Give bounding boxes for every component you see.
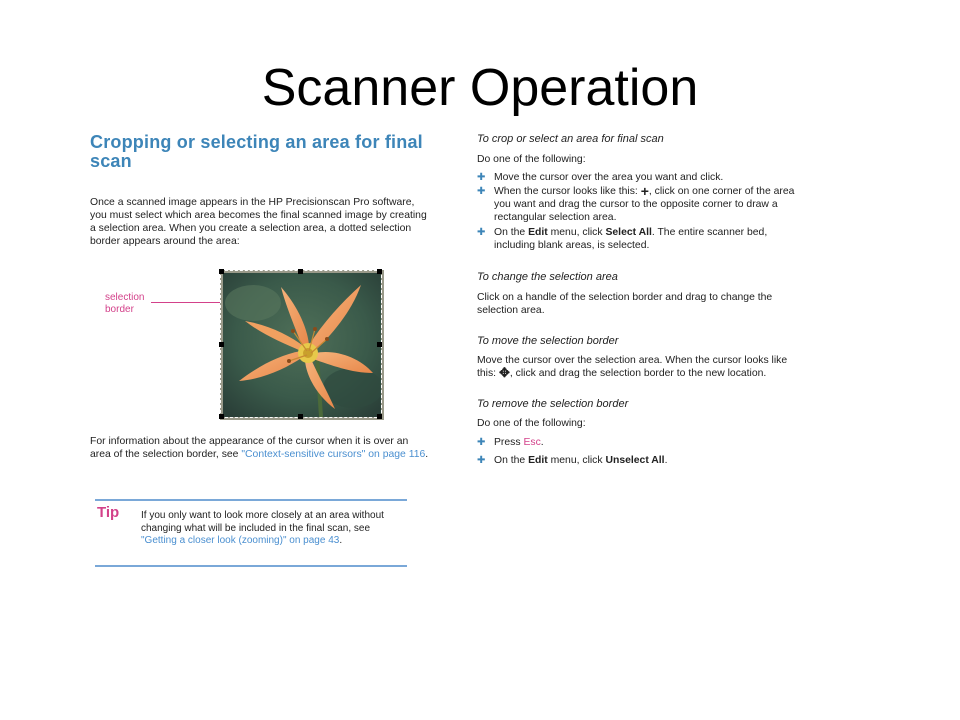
selection-handle — [298, 414, 303, 419]
flower-figure — [220, 270, 384, 420]
section-crop-intro: Do one of the following: — [477, 154, 586, 165]
select-all-command: Select All — [605, 227, 652, 238]
list-item — [477, 185, 807, 224]
list-item — [477, 454, 807, 467]
selection-handle — [298, 269, 303, 274]
crop-step-3-text: On the — [494, 227, 529, 238]
section-remove-intro: Do one of the following: — [477, 418, 586, 429]
tip-end: . — [339, 535, 343, 546]
zooming-link[interactable]: "Getting a closer look (zooming)" on page 43 — [141, 535, 340, 546]
move-text-pre: Move the cursor over the selection area. When the cursor looks like this: — [477, 355, 788, 379]
selection-handle — [219, 269, 224, 274]
crop-step-3-text: menu, click — [547, 227, 606, 238]
tip-label: Tip — [97, 504, 120, 521]
context-cursors-link[interactable]: "Context-sensitive cursors" on page 116 — [241, 449, 426, 460]
callout-leader-line — [151, 302, 221, 303]
esc-key-label: Esc — [523, 437, 541, 448]
list-item — [477, 436, 807, 449]
cursor-info-paragraph — [90, 435, 430, 461]
section-move-text — [477, 354, 807, 380]
slide-title: Scanner Operation — [261, 59, 699, 117]
remove-step-1-text: Press — [494, 437, 524, 448]
tip-bottom-rule — [95, 565, 407, 567]
move-text-post: , click and drag the selection border to the new location. — [509, 368, 767, 379]
selection-handle — [377, 414, 382, 419]
list-item — [477, 171, 807, 184]
list-item — [477, 226, 807, 252]
cursor-info-end: . — [425, 449, 429, 460]
move-cursor-icon: ✥ — [498, 365, 510, 381]
crop-step-2-post: , click on one corner of the area you want and drag the cursor to the opposite corner to draw a rectangular selection area. — [494, 186, 795, 223]
section-move-title: To move the selection border — [477, 335, 619, 347]
tip-body: If you only want to look more closely at an area without changing what will be included in the final scan, see — [141, 510, 384, 534]
doc-heading: Cropping or selecting an area for final scan — [90, 132, 423, 171]
callout-label-line1: selection — [105, 292, 145, 303]
selection-border — [220, 270, 382, 418]
selection-handle — [219, 414, 224, 419]
section-remove-title: To remove the selection border — [477, 398, 629, 410]
selection-handle — [377, 269, 382, 274]
tip-top-rule — [95, 499, 407, 501]
tip-text — [141, 510, 386, 548]
bullet-icon: ✚ — [477, 437, 486, 448]
edit-menu-name: Edit — [528, 455, 548, 466]
remove-step-1-end: . — [540, 437, 544, 448]
crop-step-2-pre: When the cursor looks like this: — [494, 186, 638, 197]
selection-handle — [377, 342, 382, 347]
cursor-info-text: For information about the appearance of the cursor when it is over an area of the selection border, see — [90, 436, 409, 460]
remove-step-2-text: menu, click — [547, 455, 606, 466]
selection-border-callout — [105, 292, 165, 316]
edit-menu-name: Edit — [528, 227, 548, 238]
section-change-text: Click on a handle of the selection border and drag to change the selection area. — [477, 292, 773, 316]
callout-label-line2: border — [105, 304, 134, 315]
selection-handle — [219, 342, 224, 347]
remove-step-2-end: . — [664, 455, 668, 466]
bullet-icon: ✚ — [477, 455, 486, 466]
section-change-title: To change the selection area — [477, 271, 618, 283]
bullet-icon: ✚ — [477, 172, 486, 183]
intro-paragraph: Once a scanned image appears in the HP Precisionscan Pro software, you must select which area becomes the final scanned image by creating a selection area. When you create a selection area, a dotted selection border appears around the area: — [90, 197, 427, 247]
unselect-all-command: Unselect All — [605, 455, 665, 466]
bullet-icon: ✚ — [477, 186, 486, 197]
crop-step-3-text: . The entire scanner bed, including blank areas, is selected. — [494, 227, 768, 251]
section-crop-title: To crop or select an area for final scan — [477, 133, 664, 145]
crosshair-cursor-icon: + — [640, 183, 649, 200]
bullet-icon: ✚ — [477, 227, 486, 238]
remove-step-2-text: On the — [494, 455, 529, 466]
crop-step-1: Move the cursor over the area you want and click. — [494, 172, 724, 183]
